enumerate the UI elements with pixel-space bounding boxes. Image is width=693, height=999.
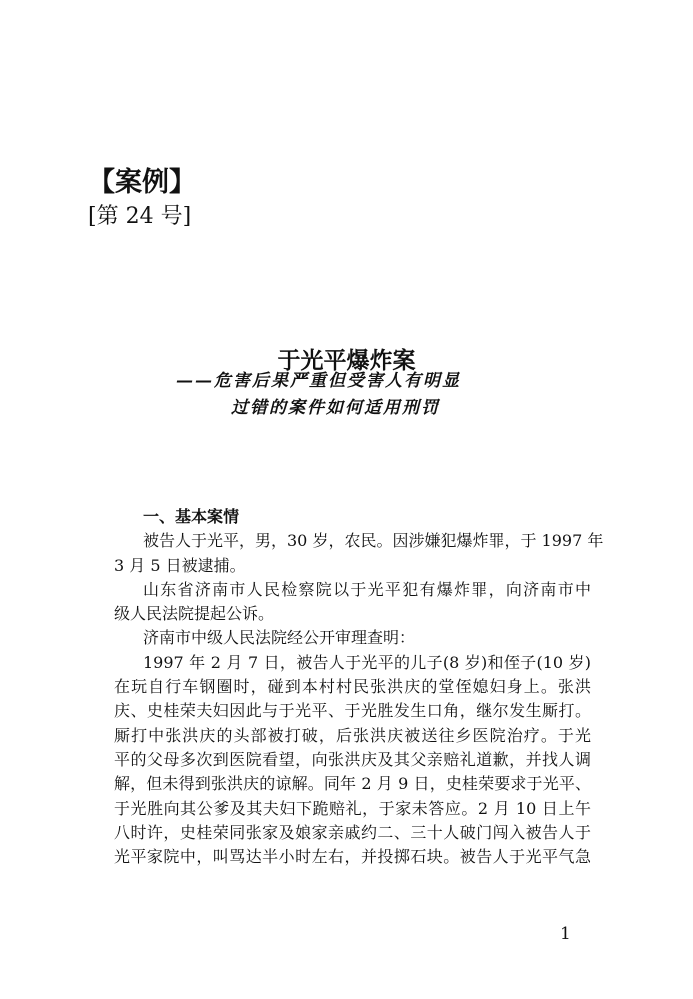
paragraph-line: 光平家院中，叫骂达半小时左右，并投掷石块。被告人于光平气急 [114,847,591,867]
paragraph-line: 平的父母多次到医院看望，向张洪庆及其父亲赔礼道歉，并找人调 [114,749,591,769]
case-title: 于光平爆炸案 [277,347,416,374]
page-number: 1 [560,924,571,944]
paragraph-line: 庆、史桂荣夫妇因此与于光平、于光胜发生口角，继尔发生厮打。 [114,701,591,721]
paragraph-line: 于光胜向其公爹及其夫妇下跪赔礼，于家未答应。2 月 10 日上午 [114,798,591,818]
case-number: [第 24 号] [88,204,192,229]
body-text [114,505,604,869]
paragraph-line: 八时许，史桂荣同张家及娘家亲戚约二、三十人破门闯入被告人于 [114,822,591,842]
section-heading: 一、基本案情 [143,507,240,526]
case-label: 【案例】 [88,167,196,198]
paragraph-line: 级人民法院提起公诉。 [114,604,275,624]
paragraph-line: 山东省济南市人民检察院以于光平犯有爆炸罪，向济南市中 [143,579,591,599]
paragraph-line: 解，但未得到张洪庆的谅解。同年 2 月 9 日，史桂荣要求于光平、 [114,774,591,794]
paragraph-line: 3 月 5 日被逮捕。 [114,555,246,575]
paragraph-line: 济南市中级人民法院经公开审理查明： [143,628,416,648]
paragraph-line: 1997 年 2 月 7 日，被告人于光平的儿子(8 岁)和侄子(10 岁) [143,652,591,672]
subtitle-line-2: 过错的案件如何适用刑罚 [231,398,440,418]
paragraph-line: 厮打中张洪庆的头部被打破，后张洪庆被送往乡医院治疗。于光 [114,725,591,745]
paragraph-line: 在玩自行车钢圈时，碰到本村村民张洪庆的堂侄媳妇身上。张洪 [114,677,591,697]
subtitle-line-1: ——危害后果严重但受害人有明显 [176,371,461,391]
paragraph-line: 被告人于光平，男，30 岁，农民。因涉嫌犯爆炸罪，于 1997 年 [143,531,604,551]
